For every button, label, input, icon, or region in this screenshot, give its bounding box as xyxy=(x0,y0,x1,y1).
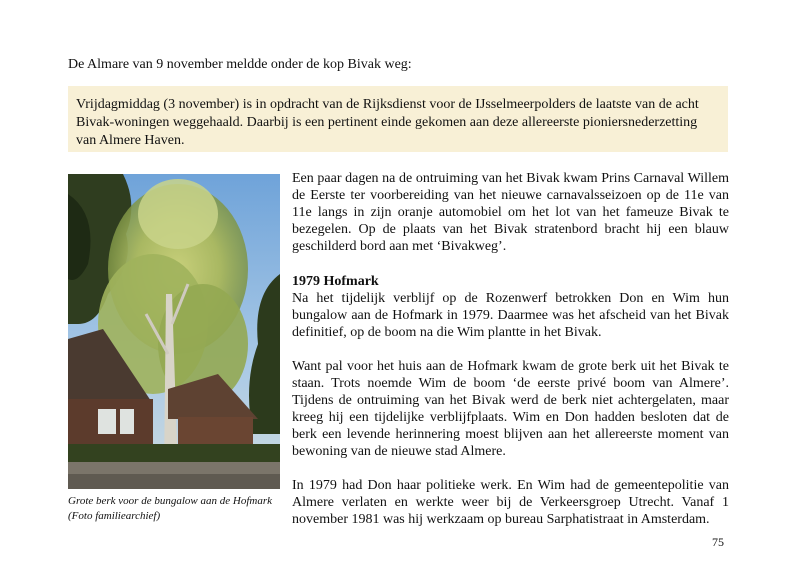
paragraph-2: Na het tijdelijk verblijf op de Rozenwerf betrokken Don en Wim hun bungalow aan de Hofmark in 1979. Daarmee was het afscheid van het Bivak definitief, op de boom na die Wim plantte in het Bivak. xyxy=(292,291,729,340)
quote-box: Vrijdagmiddag (3 november) is in opdracht van de Rijksdienst voor de IJsselmeerpolders de laatste van de acht Bivak-woningen weggehaald. Daarbij is een pertinent einde gekomen aan deze allereerste pioniersnederzetting van Almere Haven. xyxy=(68,86,728,152)
page-number: 75 xyxy=(712,535,724,549)
caption-line-2: (Foto familiearchief) xyxy=(68,510,161,522)
paragraph-4: In 1979 had Don haar politieke werk. En Wim had de gemeentepolitie van Almere verlaten en werkte weer bij de Verkeersgroep Utrecht. Vanaf 1 november 1981 was hij werkzaam op bureau Sarphatistraat in Amsterdam. xyxy=(292,478,729,527)
intro-text: De Almare van 9 november meldde onder de kop Bivak weg: xyxy=(68,57,412,72)
main-column xyxy=(292,170,729,528)
section-heading: 1979 Hofmark xyxy=(292,274,379,289)
paragraph-1: Een paar dagen na de ontruiming van het Bivak kwam Prins Carnaval Willem de Eerste ter voorbereiding van het nieuwe carnavalsseizoen op de 11e van 11e langs in zijn oranje automobiel om het lot van het fameuze Bivak te bezegelen. Op de plaats van het Bivak stratenbord bracht hij een blauw geschilderd bord aan met ‘Bivakweg’. xyxy=(292,171,729,254)
photo-caption xyxy=(68,494,288,524)
paragraph-3: Want pal voor het huis aan de Hofmark kwam de grote berk uit het Bivak te staan. Trots noemde Wim de boom ‘de eerste privé boom van Almere’. Tijdens de ontruiming van het Bivak werd de berk niet achtergelaten, maar kreeg hij een tijdelijke verblijfplaats. Wim en Don hadden besloten dat de berk een levende herinnering moest blijven aan het allereerste moment van bewoning van de nieuwe stad Almere. xyxy=(292,359,729,459)
caption-line-1: Grote berk voor de bungalow aan de Hofmark xyxy=(68,495,272,507)
birch-tree-photo xyxy=(68,174,280,489)
